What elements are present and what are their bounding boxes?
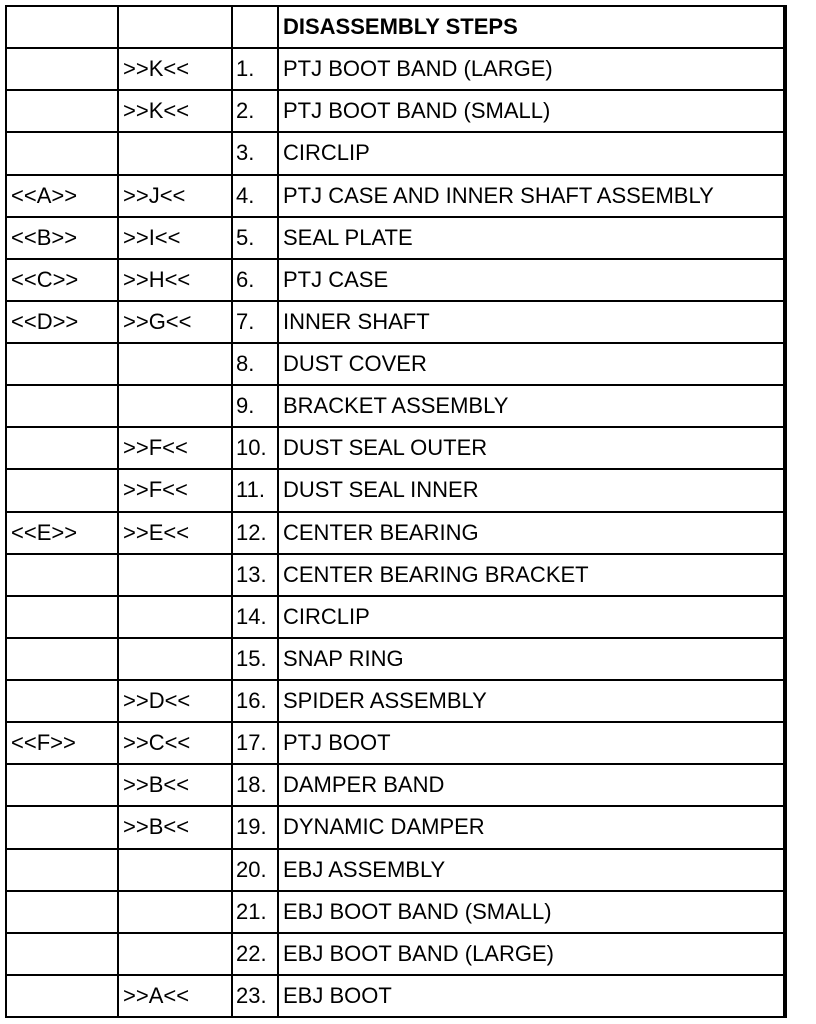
table-row bbox=[6, 554, 785, 596]
install-ref-cell: <<F>> bbox=[6, 722, 118, 764]
table-row bbox=[6, 217, 785, 259]
install-ref-cell bbox=[6, 933, 118, 975]
step-number-cell: 2. bbox=[232, 90, 278, 132]
removal-ref-cell: >>B<< bbox=[118, 806, 232, 848]
removal-ref-cell bbox=[118, 554, 232, 596]
step-number-cell: 10. bbox=[232, 427, 278, 469]
removal-ref-cell: >>C<< bbox=[118, 722, 232, 764]
step-name-cell: DYNAMIC DAMPER bbox=[278, 806, 785, 848]
step-number-cell: 16. bbox=[232, 680, 278, 722]
table-row bbox=[6, 891, 785, 933]
install-ref-cell bbox=[6, 849, 118, 891]
header-title: DISASSEMBLY STEPS bbox=[278, 6, 785, 48]
removal-ref-cell: >>D<< bbox=[118, 680, 232, 722]
step-name-cell: EBJ ASSEMBLY bbox=[278, 849, 785, 891]
step-name-cell: DAMPER BAND bbox=[278, 764, 785, 806]
table-row bbox=[6, 132, 785, 174]
removal-ref-cell bbox=[118, 596, 232, 638]
table-row bbox=[6, 638, 785, 680]
install-ref-cell bbox=[6, 975, 118, 1017]
step-number-cell: 13. bbox=[232, 554, 278, 596]
removal-ref-cell: >>F<< bbox=[118, 427, 232, 469]
install-ref-cell bbox=[6, 554, 118, 596]
install-ref-cell bbox=[6, 469, 118, 511]
step-number-cell: 19. bbox=[232, 806, 278, 848]
table-row bbox=[6, 849, 785, 891]
step-number-cell: 21. bbox=[232, 891, 278, 933]
disassembly-steps-table bbox=[5, 5, 787, 1018]
table-row bbox=[6, 90, 785, 132]
step-name-cell: EBJ BOOT BAND (LARGE) bbox=[278, 933, 785, 975]
step-name-cell: EBJ BOOT BAND (SMALL) bbox=[278, 891, 785, 933]
install-ref-cell: <<D>> bbox=[6, 301, 118, 343]
install-ref-cell bbox=[6, 343, 118, 385]
table-row bbox=[6, 427, 785, 469]
install-ref-cell: <<B>> bbox=[6, 217, 118, 259]
step-number-cell: 4. bbox=[232, 175, 278, 217]
removal-ref-cell bbox=[118, 849, 232, 891]
step-number-cell: 23. bbox=[232, 975, 278, 1017]
removal-ref-cell: >>F<< bbox=[118, 469, 232, 511]
step-name-cell: DUST SEAL OUTER bbox=[278, 427, 785, 469]
table-row bbox=[6, 48, 785, 90]
step-name-cell: SPIDER ASSEMBLY bbox=[278, 680, 785, 722]
install-ref-cell bbox=[6, 132, 118, 174]
removal-ref-cell: >>K<< bbox=[118, 48, 232, 90]
install-ref-cell: <<A>> bbox=[6, 175, 118, 217]
step-name-cell: DUST COVER bbox=[278, 343, 785, 385]
install-ref-cell bbox=[6, 385, 118, 427]
step-number-cell: 6. bbox=[232, 259, 278, 301]
removal-ref-cell bbox=[118, 891, 232, 933]
step-number-cell: 7. bbox=[232, 301, 278, 343]
step-name-cell: CIRCLIP bbox=[278, 132, 785, 174]
table-row bbox=[6, 385, 785, 427]
step-name-cell: PTJ BOOT BAND (LARGE) bbox=[278, 48, 785, 90]
install-ref-cell bbox=[6, 680, 118, 722]
table-row bbox=[6, 933, 785, 975]
step-name-cell: EBJ BOOT bbox=[278, 975, 785, 1017]
removal-ref-cell: >>E<< bbox=[118, 512, 232, 554]
step-name-cell: BRACKET ASSEMBLY bbox=[278, 385, 785, 427]
table-row bbox=[6, 259, 785, 301]
removal-ref-cell: >>B<< bbox=[118, 764, 232, 806]
removal-ref-cell bbox=[118, 343, 232, 385]
step-number-cell: 11. bbox=[232, 469, 278, 511]
table-row bbox=[6, 175, 785, 217]
step-name-cell: CENTER BEARING BRACKET bbox=[278, 554, 785, 596]
step-number-cell: 9. bbox=[232, 385, 278, 427]
step-number-cell: 18. bbox=[232, 764, 278, 806]
install-ref-cell bbox=[6, 90, 118, 132]
header-cell-removal-ref bbox=[118, 6, 232, 48]
step-number-cell: 22. bbox=[232, 933, 278, 975]
removal-ref-cell: >>K<< bbox=[118, 90, 232, 132]
install-ref-cell bbox=[6, 806, 118, 848]
step-name-cell: CIRCLIP bbox=[278, 596, 785, 638]
step-name-cell: SEAL PLATE bbox=[278, 217, 785, 259]
step-number-cell: 12. bbox=[232, 512, 278, 554]
header-row bbox=[6, 6, 785, 48]
step-number-cell: 3. bbox=[232, 132, 278, 174]
step-name-cell: SNAP RING bbox=[278, 638, 785, 680]
step-name-cell: INNER SHAFT bbox=[278, 301, 785, 343]
install-ref-cell: <<C>> bbox=[6, 259, 118, 301]
removal-ref-cell bbox=[118, 132, 232, 174]
install-ref-cell bbox=[6, 638, 118, 680]
install-ref-cell bbox=[6, 764, 118, 806]
table-row bbox=[6, 343, 785, 385]
step-name-cell: PTJ CASE AND INNER SHAFT ASSEMBLY bbox=[278, 175, 785, 217]
install-ref-cell bbox=[6, 427, 118, 469]
step-name-cell: CENTER BEARING bbox=[278, 512, 785, 554]
step-number-cell: 8. bbox=[232, 343, 278, 385]
step-number-cell: 14. bbox=[232, 596, 278, 638]
table-row bbox=[6, 469, 785, 511]
install-ref-cell bbox=[6, 596, 118, 638]
step-number-cell: 17. bbox=[232, 722, 278, 764]
step-name-cell: DUST SEAL INNER bbox=[278, 469, 785, 511]
step-number-cell: 15. bbox=[232, 638, 278, 680]
header-cell-install-ref bbox=[6, 6, 118, 48]
install-ref-cell: <<E>> bbox=[6, 512, 118, 554]
install-ref-cell bbox=[6, 891, 118, 933]
removal-ref-cell: >>I<< bbox=[118, 217, 232, 259]
step-number-cell: 5. bbox=[232, 217, 278, 259]
install-ref-cell bbox=[6, 48, 118, 90]
removal-ref-cell: >>H<< bbox=[118, 259, 232, 301]
header-cell-number bbox=[232, 6, 278, 48]
table-row bbox=[6, 764, 785, 806]
step-number-cell: 1. bbox=[232, 48, 278, 90]
table-row bbox=[6, 806, 785, 848]
table-body bbox=[6, 6, 785, 1017]
step-name-cell: PTJ BOOT BAND (SMALL) bbox=[278, 90, 785, 132]
removal-ref-cell: >>G<< bbox=[118, 301, 232, 343]
table-row bbox=[6, 722, 785, 764]
table-row bbox=[6, 301, 785, 343]
table-row bbox=[6, 975, 785, 1017]
removal-ref-cell bbox=[118, 933, 232, 975]
step-number-cell: 20. bbox=[232, 849, 278, 891]
step-name-cell: PTJ BOOT bbox=[278, 722, 785, 764]
table-row bbox=[6, 680, 785, 722]
table-row bbox=[6, 512, 785, 554]
removal-ref-cell bbox=[118, 638, 232, 680]
table-row bbox=[6, 596, 785, 638]
step-name-cell: PTJ CASE bbox=[278, 259, 785, 301]
removal-ref-cell: >>A<< bbox=[118, 975, 232, 1017]
disassembly-table-container bbox=[5, 5, 784, 1018]
removal-ref-cell: >>J<< bbox=[118, 175, 232, 217]
removal-ref-cell bbox=[118, 385, 232, 427]
